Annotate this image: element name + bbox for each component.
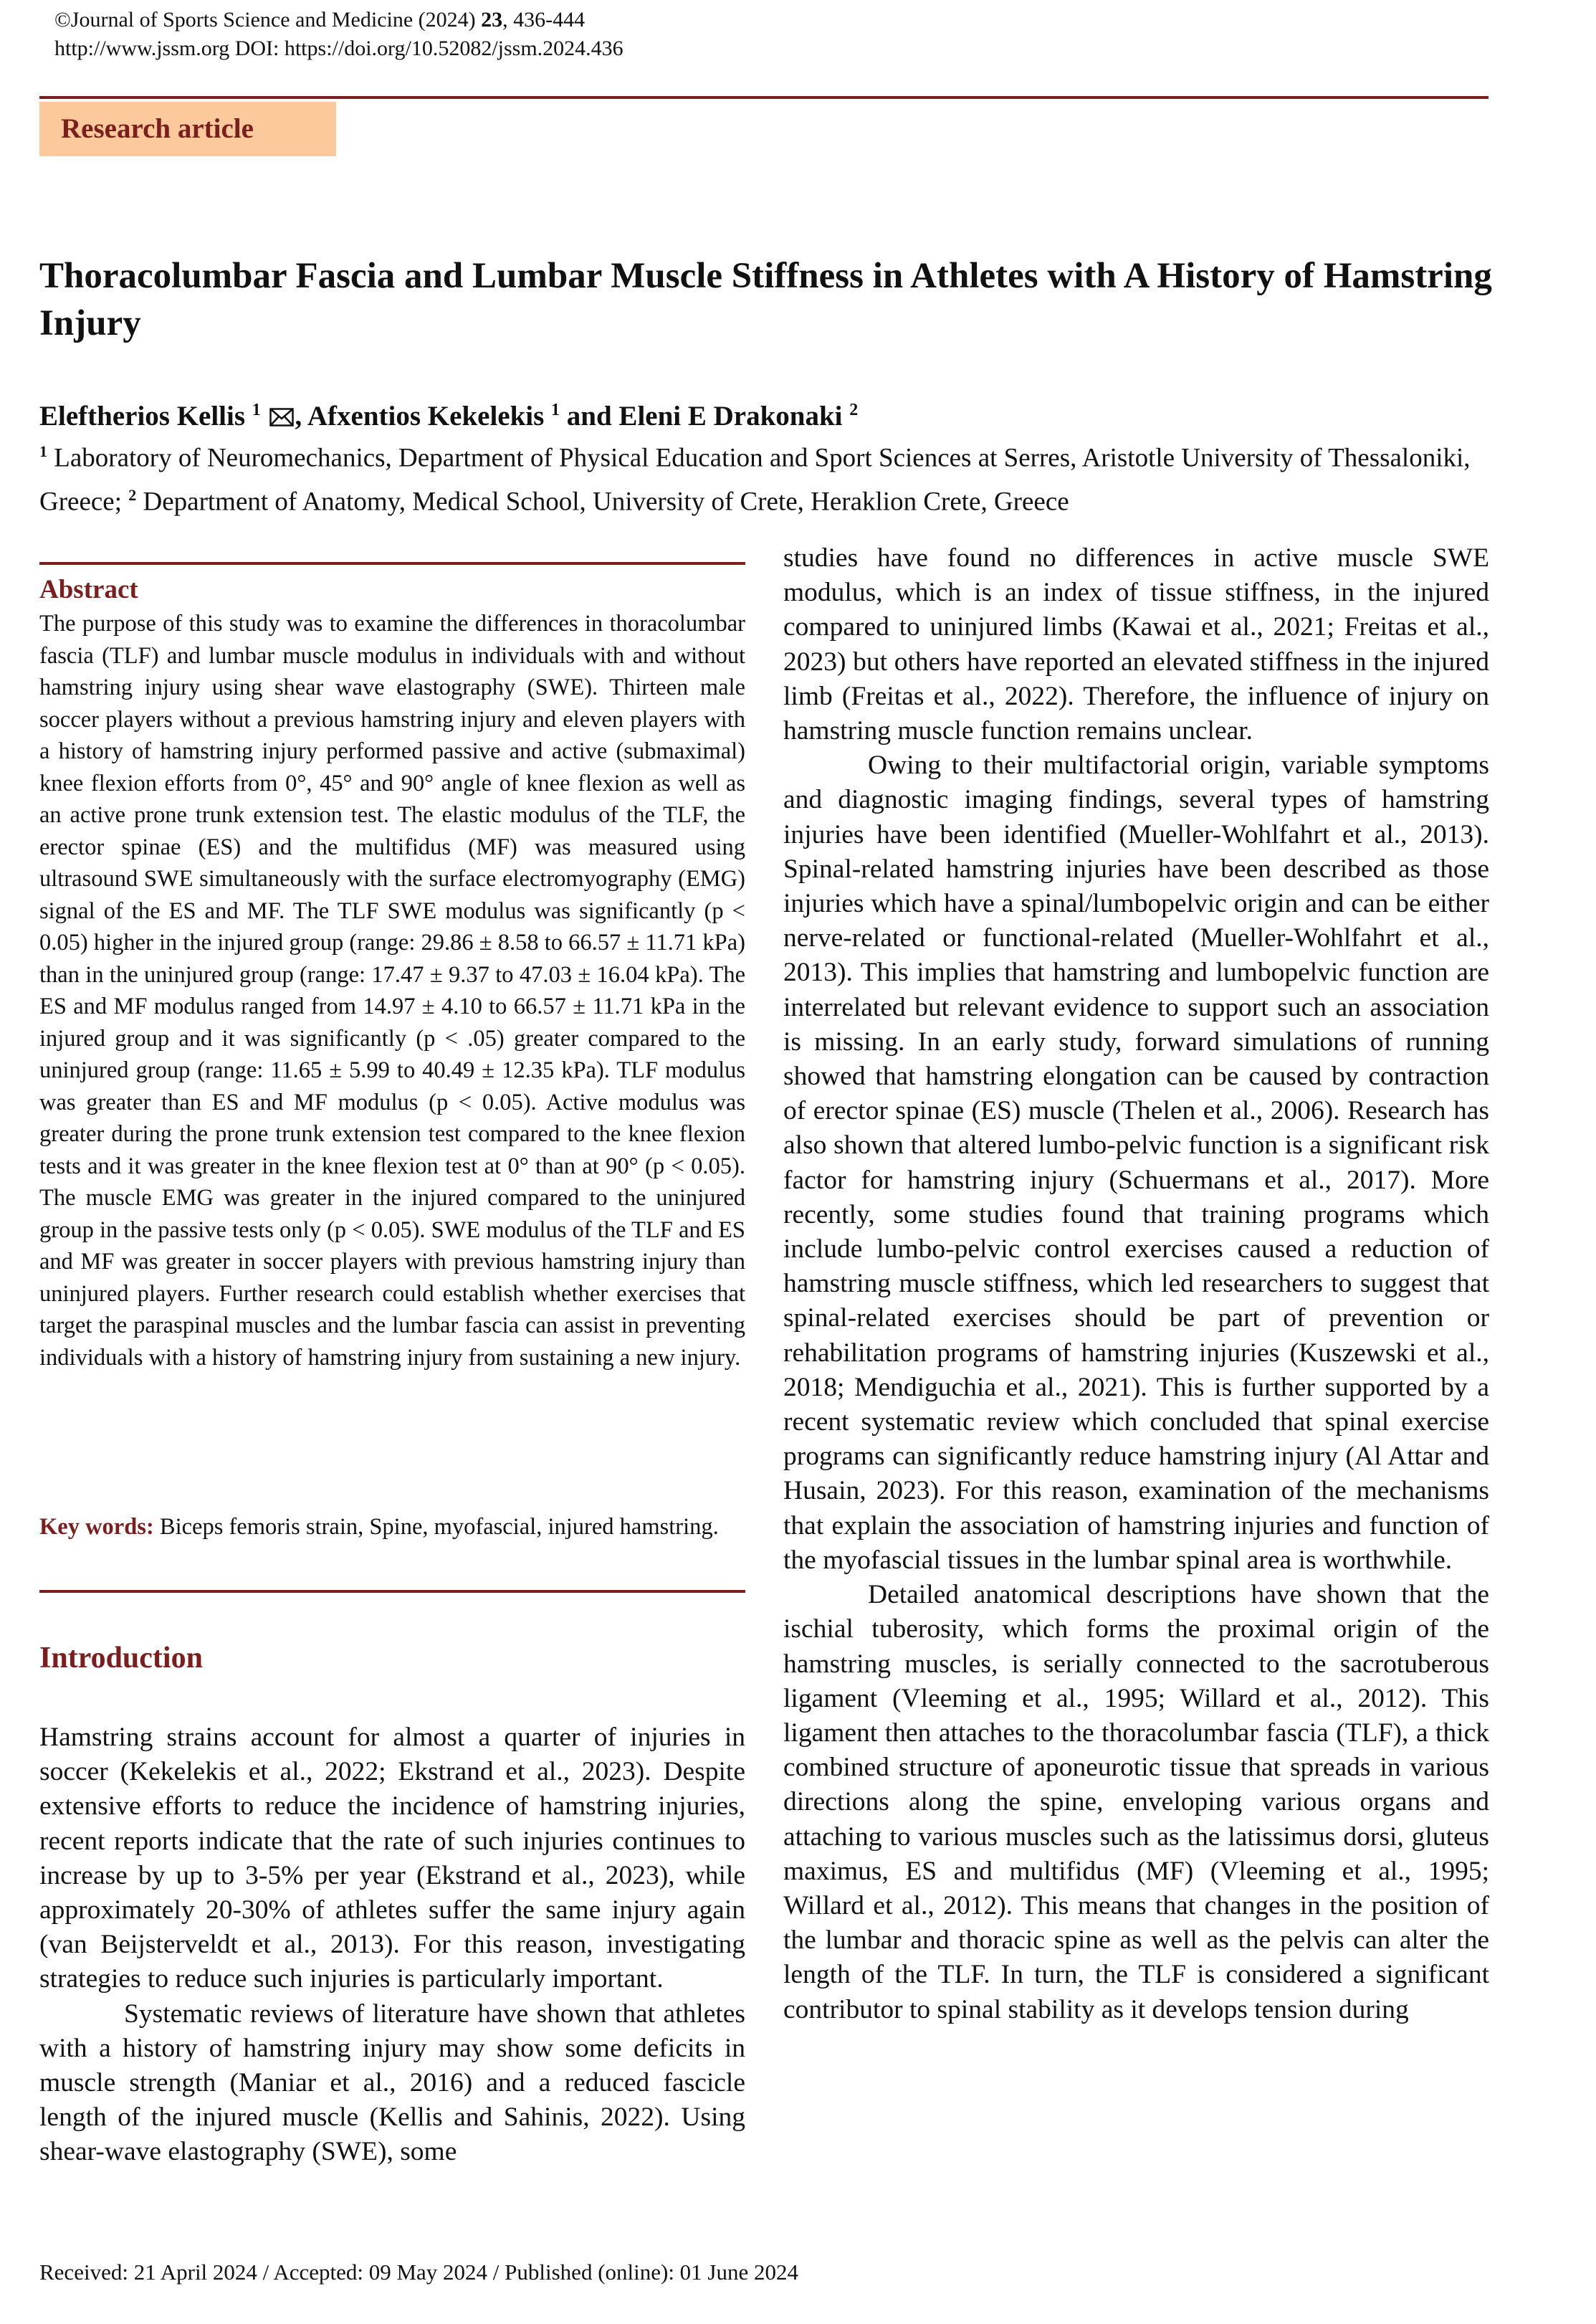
abstract-top-rule — [39, 562, 745, 565]
journal-volume: 23 — [481, 8, 503, 32]
header-rule — [39, 96, 1489, 99]
intro-paragraph-2-start: Systematic reviews of literature have shown that athletes with a history of hamstring injury may show some deficits in muscle strength (Maniar et al., 2016) and a reduced fascicle length of the injured muscle (Kellis and Sahinis, 2022). Using shear-wave elastography (SWE), some — [39, 1999, 745, 2167]
envelope-icon[interactable] — [269, 408, 294, 427]
journal-citation-prefix: ©Journal of Sports Science and Medicine (2024) — [54, 8, 476, 32]
abstract-text: The purpose of this study was to examine the differences in thoracolumbar fascia (TLF) and lumbar muscle modulus in individuals with and without hamstring injury using shear wave elastography (SWE). Thirteen male soccer players without a previous hamstring injury and eleven players with a history of hamstring injury performed passive and active (submaximal) knee flexion efforts from 0°, 45° and 90° angle of knee flexion as well as an active prone trunk extension test. The elastic modulus of the TLF, the erector spinae (ES) and the multifidus (MF) was measured using ultrasound SWE simultaneously with the surface electromyography (EMG) signal of the ES and MF. The TLF SWE modulus was significantly (p < 0.05) higher in the injured group (range: 29.86 ± 8.58 to 66.57 ± 11.71 kPa) than in the uninjured group (range: 17.47 ± 9.37 to 47.03 ± 16.04 kPa). The ES and MF modulus ranged from 14.97 ± 4.10 to 66.57 ± 11.71 kPa in the injured group and it was significantly (p < .05) greater compared to the uninjured group (range: 11.65 ± 5.99 to 40.49 ± 12.35 kPa). TLF modulus was greater than ES and MF modulus (p < 0.05). Active modulus was greater during the prone trunk extension test compared to the knee flexion tests and it was greater in the knee flexion test at 0° than at 90° (p < 0.05). The muscle EMG was greater in the injured compared to the uninjured group in the passive tests only (p < 0.05). SWE modulus of the TLF and ES and MF was greater in soccer players with previous hamstring injury than uninjured players. Further research could establish whether exercises that target the paraspinal muscles and the lumbar fascia can assist in preventing individuals with a history of hamstring injury from sustaining a new injury. — [39, 611, 745, 1371]
journal-url-doi[interactable]: http://www.jssm.org DOI: https://doi.org/10.52082/jssm.2024.436 — [54, 37, 623, 60]
abstract-bottom-rule — [39, 1590, 745, 1593]
right-column — [783, 541, 1489, 2027]
keywords-label: Key words: — [39, 1514, 154, 1540]
introduction-heading: Introduction — [39, 1642, 203, 1675]
author-2-affiliation: 1 — [551, 401, 560, 419]
author-2-name: , Afxentios Kekelekis — [295, 401, 552, 432]
author-1-affiliation: 1 — [252, 401, 261, 419]
affiliation-1-text: Laboratory of Neuromechanics, Department of Physical Education and Sport Sciences at Serres, Aristotle University of Thessaloniki, Greece; — [39, 443, 1471, 517]
author-3-affiliation: 2 — [849, 401, 859, 419]
publication-dates: Received: 21 April 2024 / Accepted: 09 May 2024 / Published (online): 01 June 2024 — [39, 2259, 799, 2285]
keywords-text: Biceps femoris strain, Spine, myofascial, injured hamstring. — [153, 1514, 719, 1540]
article-title: Thoracolumbar Fascia and Lumbar Muscle Stiffness in Athletes with A History of Hamstring Injury — [39, 256, 1492, 343]
abstract-heading: Abstract — [39, 575, 138, 604]
affiliation-2-marker: 2 — [128, 486, 137, 505]
journal-pages: , 436-444 — [502, 8, 586, 32]
affiliation-1-marker: 1 — [39, 442, 47, 460]
keywords — [39, 1511, 745, 1543]
author-3-name: and Eleni E Drakonaki — [560, 401, 850, 432]
intro-paragraph-4: Detailed anatomical descriptions have shown that the ischial tuberosity, which forms the proximal origin of the hamstring muscles, is serially connected to the sacrotuberous ligament (Vleeming et al., 1995; Willard et al., 2012). This ligament then attaches to the thoracolumbar fascia (TLF), a thick combined structure of aponeurotic tissue that spreads in various directions along the spine, enveloping various organs and attaching to various muscles such as the latissimus dorsi, gluteus maximus, ES and multifidus (MF) (Vleeming et al., 1995; Willard et al., 2012). This means that changes in the position of the lumbar and thoracic spine as well as the pelvis can alter the length of the TLF. In turn, the TLF is considered a significant contributor to spinal stability as it develops tension during — [783, 1580, 1489, 2024]
author-1-name: Eleftherios Kellis — [39, 401, 252, 432]
author-list — [39, 393, 1494, 434]
intro-paragraph-3: Owing to their multifactorial origin, variable symptoms and diagnostic imaging findings, several types of hamstring injuries have been identified (Mueller-Wohlfahrt et al., 2013). Spinal-related hamstring injuries have been described as those injuries which have a spinal/lumbopelvic origin and can be either nerve-related or functional-related (Mueller-Wohlfahrt et al., 2013). This implies that hamstring and lumbopelvic function are interrelated but relevant evidence to support such an association is missing. In an early study, forward simulations of running showed that hamstring elongation can be caused by contraction of erector spinae (ES) muscle (Thelen et al., 2006). Research has also shown that altered lumbo-pelvic function is a significant risk factor for hamstring injury (Schuermans et al., 2017). More recently, some studies found that training programs which include lumbo-pelvic control exercises caused a reduction of hamstring muscle stiffness, which led researchers to suggest that spinal-related exercises should be part of prevention or rehabilitation programs of hamstring injuries (Kuszewski et al., 2018; Mendiguchia et al., 2021). This is further supported by a recent systematic review which concluded that spinal exercise programs can significantly reduce hamstring injury (Al Attar and Husain, 2023). For this reason, examination of the mechanisms that explain the association of hamstring injuries and function of the myofascial tissues in the lumbar spinal area is worthwhile. — [783, 751, 1489, 1575]
intro-paragraph-2-continued: studies have found no differences in active muscle SWE modulus, which is an index of tissue stiffness, in the injured compared to uninjured limbs (Kawai et al., 2021; Freitas et al., 2023) but others have reported an elevated stiffness in the injured limb (Freitas et al., 2022). Therefore, the influence of injury on hamstring muscle function remains unclear. — [783, 543, 1489, 746]
introduction-left-column — [39, 1720, 745, 2170]
affiliations — [39, 433, 1501, 521]
affiliation-2-text: Department of Anatomy, Medical School, University of Crete, Heraklion Crete, Greece — [136, 487, 1069, 517]
intro-paragraph-1: Hamstring strains account for almost a quarter of injuries in soccer (Kekelekis et al., 2022; Ekstrand et al., 2023). Despite extensive efforts to reduce the incidence of hamstring injuries, recent reports indicate that the rate of such injuries continues to increase by up to 3-5% per year (Ekstrand et al., 2023), while approximately 20-30% of athletes suffer the same injury again (van Beijsterveldt et al., 2013). For this reason, investigating strategies to reduce such injuries is particularly important. — [39, 1723, 745, 1994]
journal-citation — [54, 7, 585, 33]
article-type-badge: Research article — [39, 102, 336, 156]
